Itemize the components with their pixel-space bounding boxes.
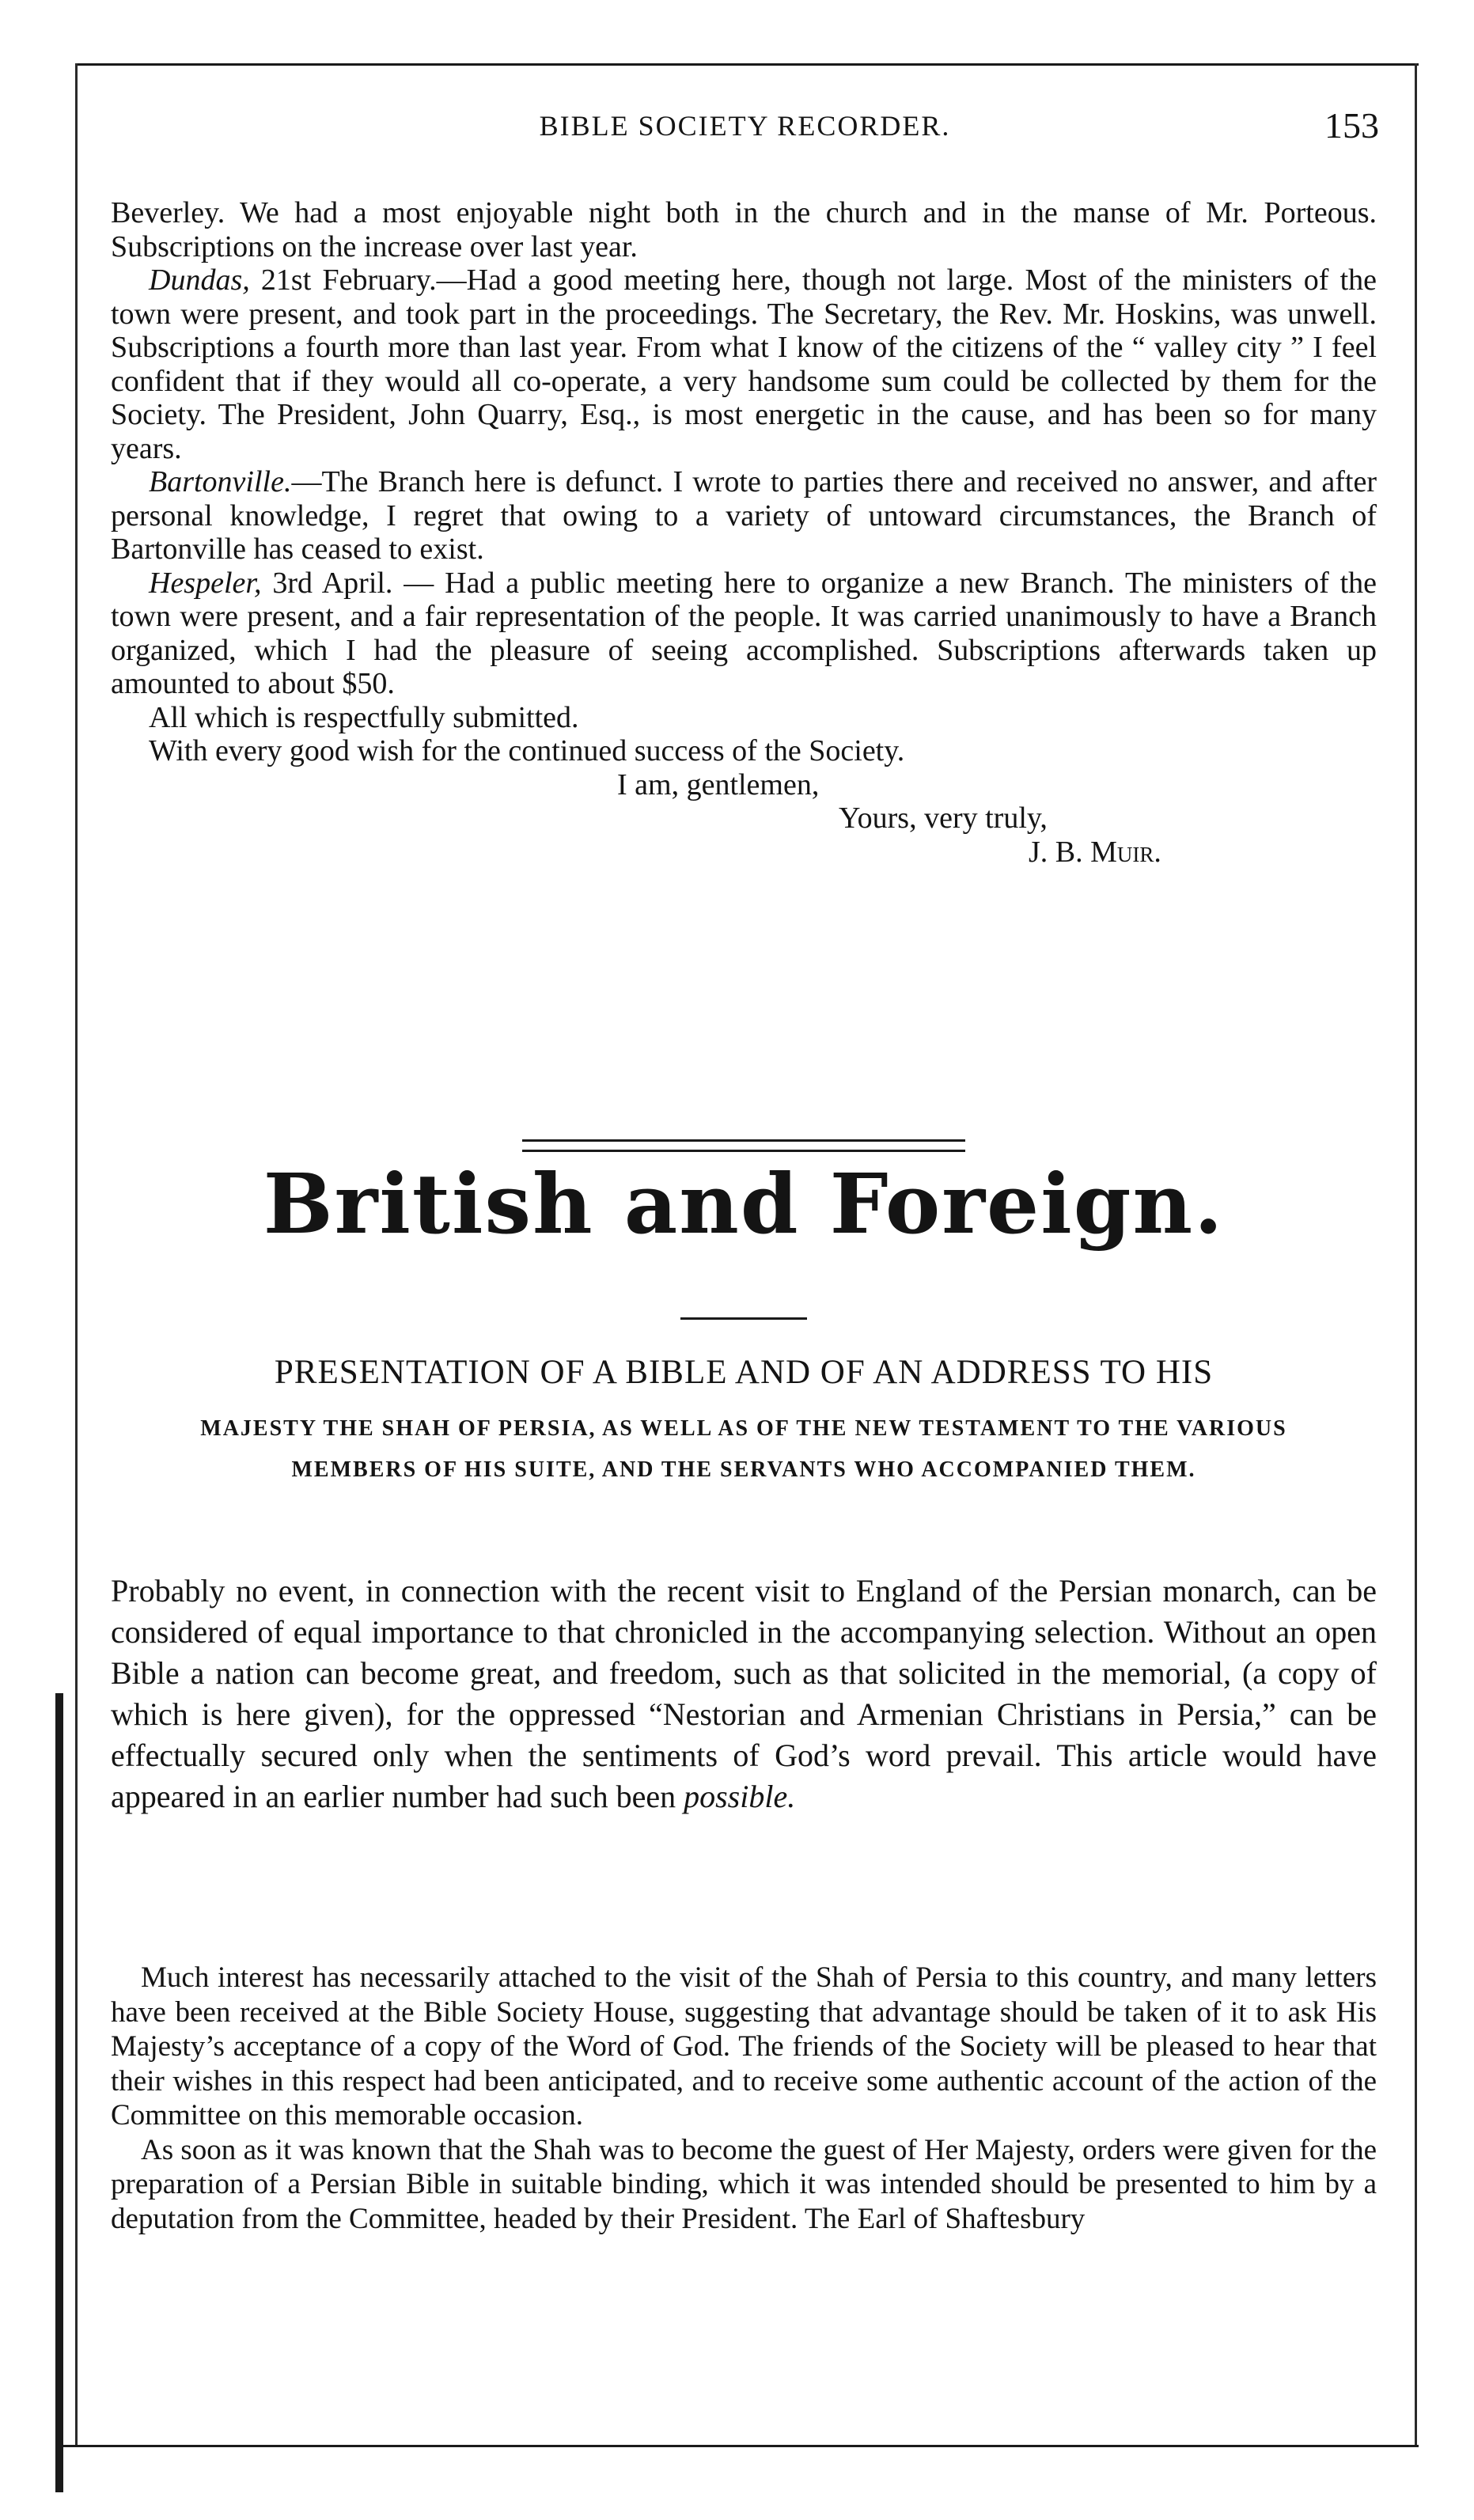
article-paragraph: Much interest has necessarily attached to the visit of the Shah of Persia to this country, and many letters have been received at the Bible Society House, suggesting that advantage should be taken of it to ask His Majesty’s acceptance of a copy of the Word of God. The friends of the Society will be pleased to hear that their wishes in this respect had been anticipated, and to receive some authentic account of the action of the Committee on this memorable occasion. [111,1961,1377,2132]
report-paragraph-text: 21st February.—Had a good meeting here, though not large. Most of the ministers of the town were present, and took part in the proceedings. The Secretary, the Rev. Mr. Hoskins, was unwell. Subscriptions a fourth more than last year. From what I know of the citizens of the “ valley city ” I feel confident that if they would all co-operate, a very handsome sum could be collected by them for the Society. The President, John Quarry, Esq., is most energetic in the cause, and has been so for many years. [111,263,1377,465]
running-head: BIBLE SOCIETY RECORDER. [539,110,951,142]
report-paragraph [111,567,1377,701]
report-paragraph-text: —The Branch here is defunct. I wrote to parties there and received no answer, and after personal knowledge, I regret that owing to a variety of untoward circumstances, the Branch of Bartonville has ceased to exist. [111,465,1377,566]
binding-spine-shadow [55,1693,63,2492]
section-divider [522,1139,965,1152]
bottom-border-rule [55,2445,1419,2447]
article-paragraph: As soon as it was known that the Shah was to become the guest of Her Majesty, orders were given for the preparation of a Persian Bible in suitable binding, which it was intended should be presented to him by a deputation from the Committee, headed by their President. The Earl of Shaftesbury [111,2133,1377,2235]
signoff-salutation: I am, gentlemen, [617,767,820,801]
signoff [111,768,1377,870]
intro-text: Probably no event, in connection with the recent visit to England of the Persian monarch, can be considered of equal importance to that chronicled in the accompanying selection. Without an open Bible a nation can become great, and freedom, such as that solicited in the memorial, (a copy of which is here given), for the oppressed “Nestorian and Armenian Christians in Persia,” can be effectually secured only when the sentiments of God’s word prevail. This article would have appeared in an earlier number had such been [111,1573,1377,1814]
signoff-signature: J. B. Muir. [1029,835,1161,869]
article-title: PRESENTATION OF A BIBLE AND OF AN ADDRESS TO HIS [274,1354,1214,1391]
page-header [111,105,1379,157]
place-name: Hespeler, [149,566,262,600]
signoff-closing: Yours, very truly, [839,801,1048,835]
right-border-rule [1415,63,1417,2446]
report-paragraph-text: 3rd April. — Had a public meeting here to organize a new Branch. The ministers of the town were present, and a fair representation of the people. It was carried unanimously to have a Branch organized, which I had the pleasure of seeing accomplished. Subscriptions afterwards taken up amounted to about $50. [111,566,1377,700]
title-divider [680,1317,807,1320]
place-name: Dundas, [149,263,250,297]
page-number: 153 [1324,105,1379,146]
report-paragraph-text: All which is respectfully submitted. [149,700,579,734]
intro-italic: possible. [684,1779,796,1814]
report-paragraph [111,465,1377,567]
report-paragraph-text: With every good wish for the continued success of the Society. [149,734,905,767]
report-paragraph [111,263,1377,465]
section-title: British and Foreign. [263,1155,1225,1252]
article-body [111,1961,1377,2236]
report-paragraph-text: Beverley. We had a most enjoyable night both in the church and in the manse of Mr. Porteous. Subscriptions on the increase over last year. [111,196,1377,263]
report-paragraph [111,701,1377,735]
left-border-rule [75,63,78,2446]
article-intro [111,1571,1377,1817]
report-paragraph [111,734,1377,768]
top-border-rule [75,63,1419,66]
article-subtitle: MAJESTY THE SHAH OF PERSIA, AS WELL AS OF THE NEW TESTAMENT TO THE VARIOUS MEMBERS OF HIS SUITE, AND THE SERVANTS WHO ACCOMPANIED THEM. [200,1416,1287,1482]
place-name: Bartonville. [149,465,292,498]
report-section [111,196,1377,869]
report-paragraph [111,196,1377,263]
